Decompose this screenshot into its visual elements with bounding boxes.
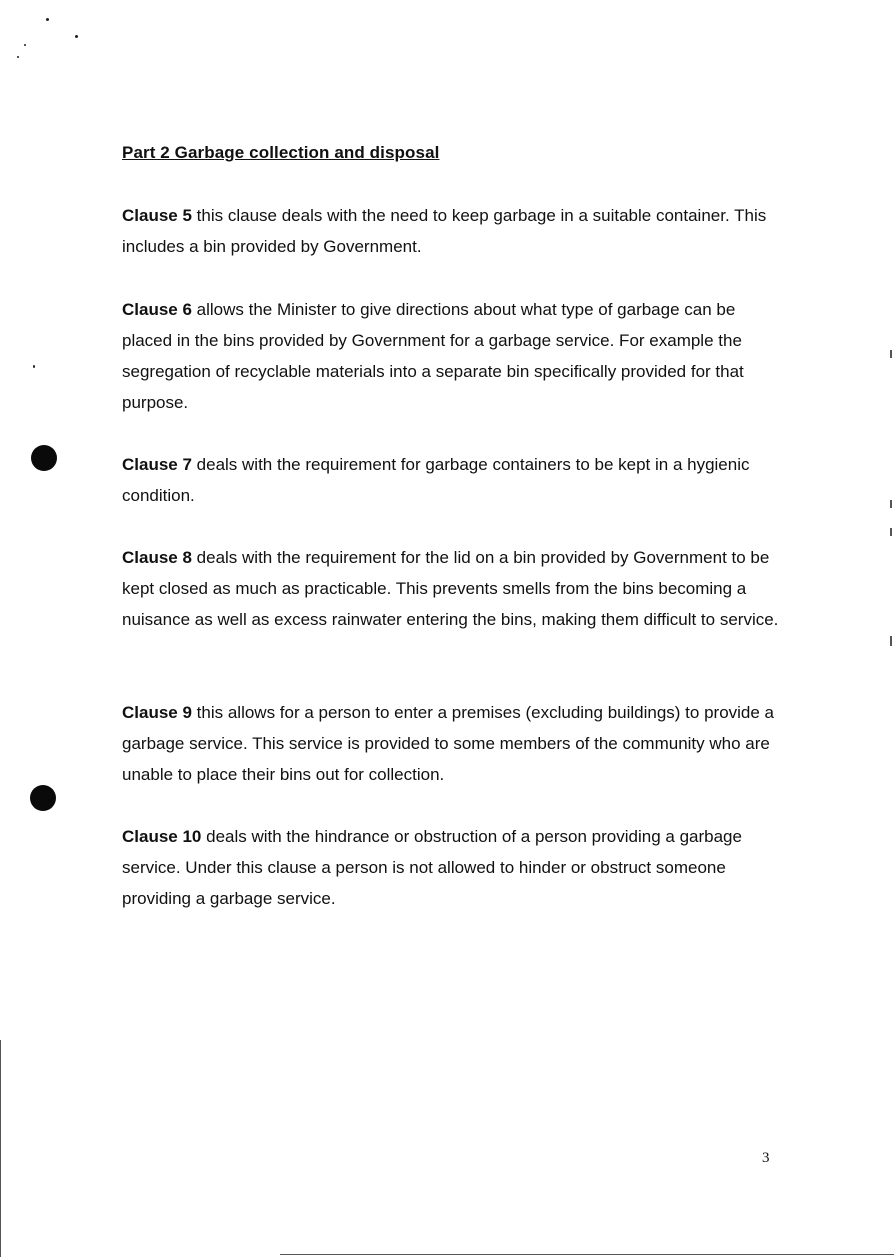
clause-5-paragraph bbox=[122, 200, 782, 262]
clause-9-paragraph bbox=[122, 697, 782, 790]
scan-speck bbox=[33, 365, 35, 368]
scan-edge-mark bbox=[890, 350, 892, 358]
scan-edge-mark bbox=[890, 500, 892, 508]
punch-hole-bottom bbox=[30, 785, 56, 811]
scan-speck bbox=[24, 44, 26, 46]
clause-10-paragraph bbox=[122, 821, 782, 914]
scan-speck bbox=[17, 56, 19, 58]
scan-edge-mark bbox=[890, 636, 892, 646]
punch-hole-top bbox=[31, 445, 57, 471]
scan-edge-mark bbox=[0, 1040, 1, 1257]
clause-10-text: deals with the hindrance or obstruction of a person providing a garbage service. Under this clause a person is not allowed to hinder or obstruct someone providing a garbage service. bbox=[122, 827, 742, 908]
scan-speck bbox=[75, 35, 78, 38]
clause-8-paragraph bbox=[122, 542, 782, 635]
section-heading: Part 2 Garbage collection and disposal bbox=[122, 143, 440, 162]
clause-6-label: Clause 6 bbox=[122, 300, 192, 319]
clause-8-text: deals with the requirement for the lid on a bin provided by Government to be kept closed as much as practicable. This prevents smells from the bins becoming a nuisance as well as excess rainwater entering the bins, making them difficult to service. bbox=[122, 548, 779, 629]
clause-9-label: Clause 9 bbox=[122, 703, 192, 722]
scan-edge-mark bbox=[280, 1254, 894, 1255]
clause-5-label: Clause 5 bbox=[122, 206, 192, 225]
clause-9-text: this allows for a person to enter a premises (excluding buildings) to provide a garbage service. This service is provided to some members of the community who are unable to place their bins out for collection. bbox=[122, 703, 775, 784]
scan-edge-mark bbox=[890, 528, 892, 536]
clause-7-paragraph bbox=[122, 449, 782, 511]
clause-10-label: Clause 10 bbox=[122, 827, 202, 846]
clause-5-text: this clause deals with the need to keep garbage in a suitable container. This includes a bin provided by Government. bbox=[122, 206, 767, 256]
clause-8-label: Clause 8 bbox=[122, 548, 192, 567]
clause-6-paragraph bbox=[122, 294, 782, 418]
clause-7-label: Clause 7 bbox=[122, 455, 192, 474]
scan-speck bbox=[46, 18, 49, 21]
clause-7-text: deals with the requirement for garbage containers to be kept in a hygienic condition. bbox=[122, 455, 750, 505]
page-number: 3 bbox=[762, 1150, 770, 1166]
clause-6-text: allows the Minister to give directions about what type of garbage can be placed in the bins provided by Government for a garbage service. For example the segregation of recyclable materials into a separate bin specifically provided for that purpose. bbox=[122, 300, 744, 412]
